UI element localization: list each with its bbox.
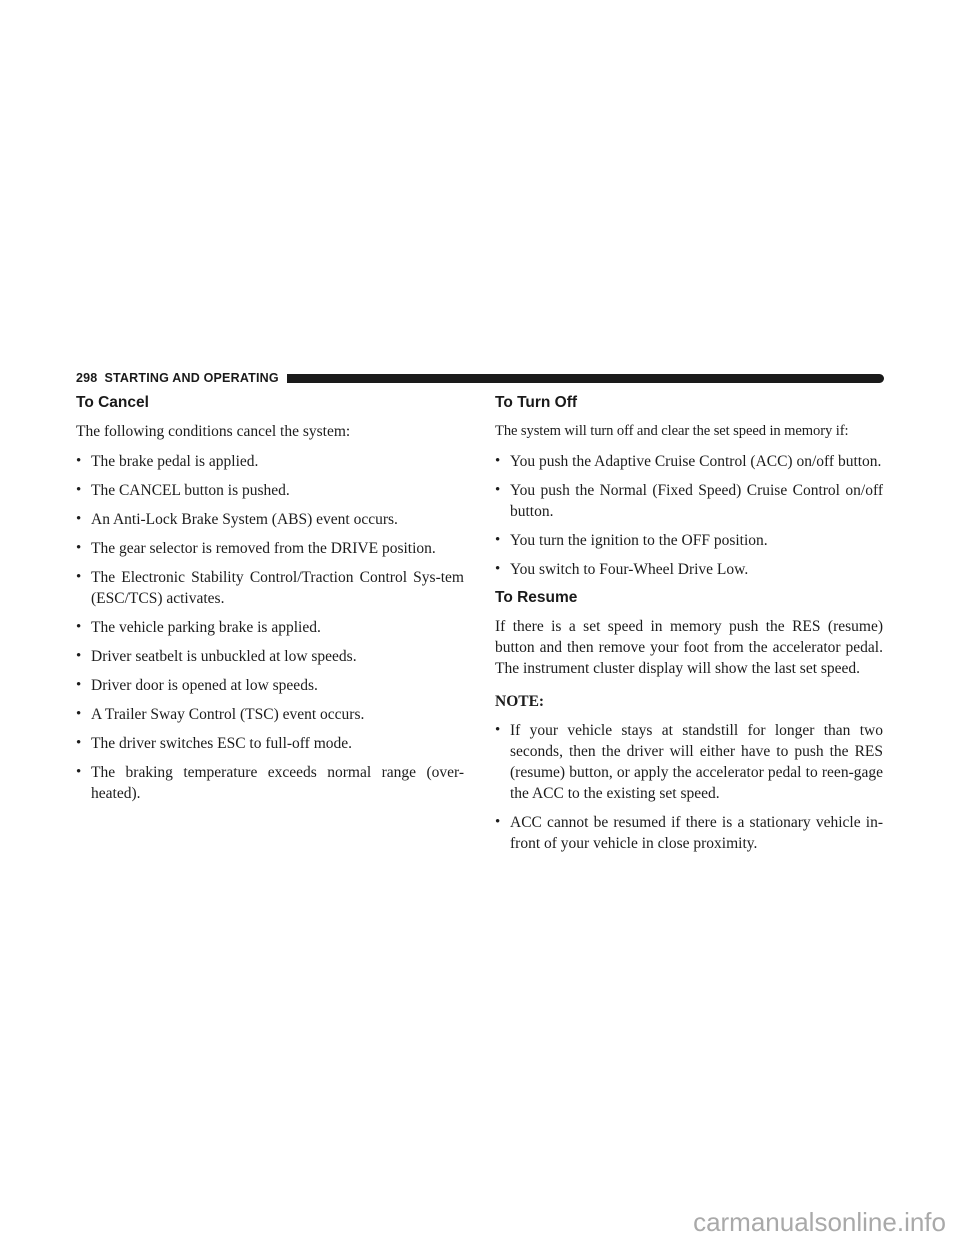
- watermark: carmanualsonline.info: [693, 1207, 946, 1237]
- list-item: • Driver seatbelt is unbuckled at low speeds.: [76, 648, 357, 665]
- list-item: • The Electronic Stability Control/Traction Control Sys-tem (ESC/TCS) activates.: [76, 569, 464, 607]
- left-column: [76, 393, 464, 812]
- heading-to-turn-off: To Turn Off: [495, 394, 578, 411]
- bullet-icon: •: [495, 561, 501, 577]
- bullet-icon: •: [76, 735, 82, 751]
- list-item: • The driver switches ESC to full-off mode.: [76, 735, 353, 752]
- list-item: • You push the Adaptive Cruise Control (ACC) on/off button.: [495, 453, 882, 470]
- bullet-icon: •: [495, 453, 501, 469]
- heading-to-cancel: To Cancel: [76, 394, 149, 411]
- list-item: • The vehicle parking brake is applied.: [76, 619, 321, 636]
- turn-off-intro: The system will turn off and clear the set speed in memory if:: [495, 423, 849, 439]
- bullet-icon: •: [76, 482, 82, 498]
- bullet-icon: •: [76, 619, 82, 635]
- bullet-icon: •: [495, 532, 501, 548]
- resume-paragraph: If there is a set speed in memory push the RES (resume) button and then remove your foot from the accelerator pedal. The instrument cluster display will show the last set speed.: [495, 618, 883, 677]
- bullet-icon: •: [76, 540, 82, 556]
- section-title: STARTING AND OPERATING: [104, 371, 279, 385]
- bullet-icon: •: [495, 814, 501, 830]
- right-column: [495, 393, 883, 862]
- list-item: • The CANCEL button is pushed.: [76, 482, 290, 499]
- bullet-icon: •: [495, 722, 501, 738]
- note-label: NOTE:: [495, 693, 545, 710]
- bullet-icon: •: [76, 511, 82, 527]
- turn-off-list: [495, 451, 883, 580]
- list-item: • You switch to Four-Wheel Drive Low.: [495, 561, 749, 578]
- list-item: • The brake pedal is applied.: [76, 453, 259, 470]
- list-item: • The gear selector is removed from the DRIVE position.: [76, 540, 436, 557]
- list-item: • The braking temperature exceeds normal range (over-heated).: [76, 764, 464, 802]
- list-item: • An Anti-Lock Brake System (ABS) event occurs.: [76, 511, 398, 528]
- bullet-icon: •: [76, 453, 82, 469]
- header-rule: [287, 374, 884, 383]
- note-list: [495, 720, 883, 854]
- bullet-icon: •: [76, 764, 82, 780]
- list-item: • You turn the ignition to the OFF position.: [495, 532, 768, 549]
- page-number: 298: [76, 371, 98, 385]
- list-item: • Driver door is opened at low speeds.: [76, 677, 318, 694]
- bullet-icon: •: [495, 482, 501, 498]
- cancel-intro: The following conditions cancel the system:: [76, 423, 351, 440]
- page-header: [76, 370, 884, 386]
- heading-to-resume: To Resume: [495, 589, 578, 606]
- bullet-icon: •: [76, 569, 82, 585]
- bullet-icon: •: [76, 648, 82, 664]
- list-item: • A Trailer Sway Control (TSC) event occurs.: [76, 706, 365, 723]
- list-item: • You push the Normal (Fixed Speed) Cruise Control on/off button.: [495, 482, 883, 520]
- bullet-icon: •: [76, 677, 82, 693]
- list-item: • ACC cannot be resumed if there is a stationary vehicle in-front of your vehicle in close proximity.: [495, 814, 883, 852]
- list-item: • If your vehicle stays at standstill for longer than two seconds, then the driver will either have to push the RES (resume) button, or apply the accelerator pedal to reen-gage the ACC to the existing set speed.: [495, 722, 883, 802]
- bullet-icon: •: [76, 706, 82, 722]
- cancel-conditions-list: [76, 451, 464, 804]
